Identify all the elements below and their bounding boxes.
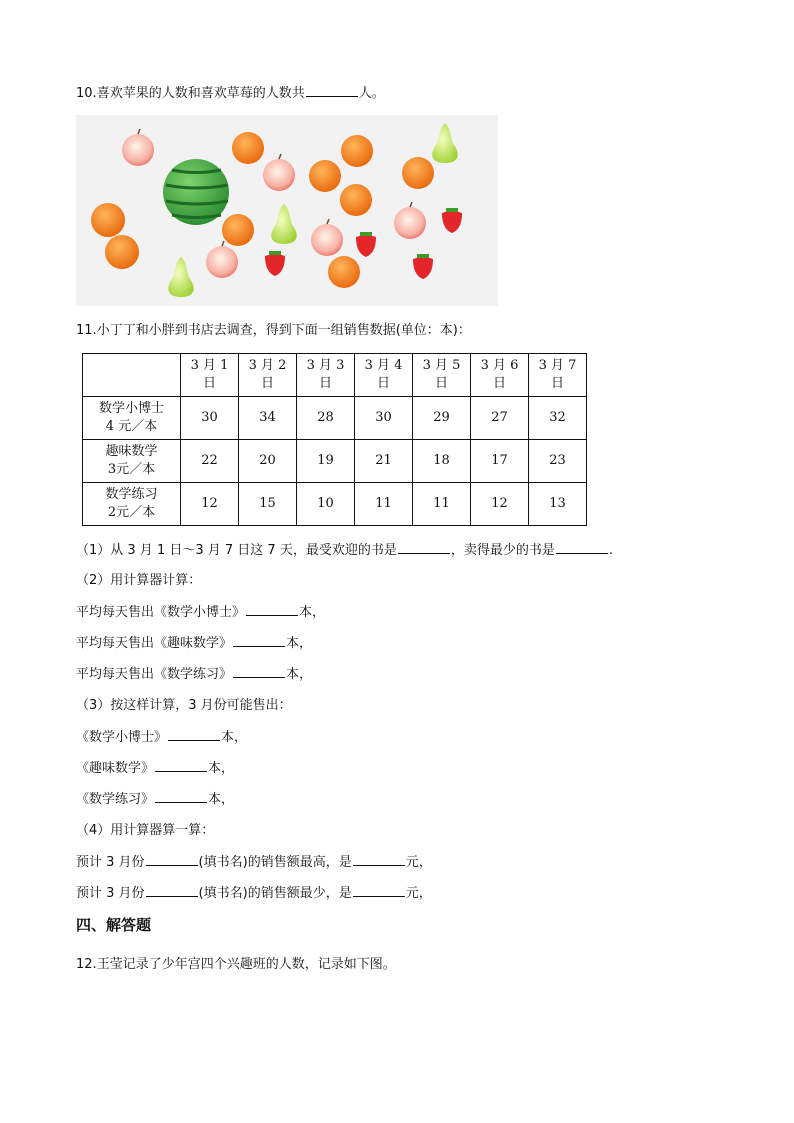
row-label: 趣味数学 3元／本 — [83, 440, 181, 483]
subquestion-2-line-3: 平均每天售出《数学练习》 本， — [76, 667, 313, 682]
table-header-row — [83, 354, 587, 397]
table-cell: 11 — [413, 483, 471, 526]
header-cell: 3 月 4 日 — [355, 354, 413, 397]
table-cell: 27 — [471, 397, 529, 440]
answer-blank[interactable] — [233, 665, 285, 678]
answer-blank[interactable] — [146, 884, 198, 897]
answer-blank[interactable] — [398, 541, 450, 554]
header-cell: 3 月 1 日 — [181, 354, 239, 397]
table-row — [83, 483, 587, 526]
answer-blank[interactable] — [556, 541, 608, 554]
table-cell: 13 — [529, 483, 587, 526]
row-label: 数学练习 2元／本 — [83, 483, 181, 526]
table-cell: 20 — [239, 440, 297, 483]
table-cell: 21 — [355, 440, 413, 483]
answer-blank[interactable] — [168, 728, 220, 741]
section-heading: 四、解答题 — [76, 916, 152, 934]
table-cell: 32 — [529, 397, 587, 440]
corner-cell — [83, 354, 181, 397]
subquestion-3-line-1: 《数学小博士》 本， — [76, 730, 248, 745]
sales-table — [82, 353, 587, 526]
table-cell: 17 — [471, 440, 529, 483]
answer-blank[interactable] — [233, 634, 285, 647]
fruit-illustration — [76, 115, 498, 306]
subquestion-3-title: （3）按这样计算，3 月份可能售出： — [76, 698, 292, 713]
header-cell: 3 月 2 日 — [239, 354, 297, 397]
answer-blank[interactable] — [155, 790, 207, 803]
table-cell: 23 — [529, 440, 587, 483]
header-cell: 3 月 3 日 — [297, 354, 355, 397]
answer-blank[interactable] — [306, 84, 358, 97]
table-cell: 10 — [297, 483, 355, 526]
subquestion-3-line-3: 《数学练习》 本， — [76, 792, 235, 807]
strawberries — [265, 210, 462, 279]
header-cell: 3 月 5 日 — [413, 354, 471, 397]
table-cell: 11 — [355, 483, 413, 526]
header-cell: 3 月 7 日 — [529, 354, 587, 397]
subquestion-3-line-2: 《趣味数学》 本， — [76, 761, 235, 776]
answer-blank[interactable] — [353, 853, 405, 866]
question-10: 10.喜欢苹果的人数和喜欢草莓的人数共 人。 — [76, 86, 385, 101]
table-cell: 30 — [181, 397, 239, 440]
table-row — [83, 397, 587, 440]
table-cell: 12 — [181, 483, 239, 526]
subquestion-4-title: （4）用计算器算一算： — [76, 823, 215, 838]
answer-blank[interactable] — [246, 603, 298, 616]
row-label: 数学小博士 4 元／本 — [83, 397, 181, 440]
watermelon — [163, 159, 229, 225]
subquestion-4-line-1: 预计 3 月份 (填书名)的销售额最高，是 元， — [76, 855, 432, 870]
table-cell: 34 — [239, 397, 297, 440]
question-12: 12.王莹记录了少年宫四个兴趣班的人数，记录如下图。 — [76, 957, 396, 972]
subquestion-4-line-2: 预计 3 月份 (填书名)的销售额最少，是 元， — [76, 886, 432, 901]
table-cell: 19 — [297, 440, 355, 483]
table-row — [83, 440, 587, 483]
answer-blank[interactable] — [353, 884, 405, 897]
subquestion-2-line-1: 平均每天售出《数学小博士》 本， — [76, 605, 326, 620]
subquestion-2-line-2: 平均每天售出《趣味数学》 本， — [76, 636, 313, 651]
subquestion-2-title: （2）用计算器计算： — [76, 573, 202, 588]
answer-blank[interactable] — [146, 853, 198, 866]
fruit-picture — [76, 115, 498, 306]
answer-blank[interactable] — [155, 759, 207, 772]
table-cell: 22 — [181, 440, 239, 483]
table-cell: 15 — [239, 483, 297, 526]
table-cell: 30 — [355, 397, 413, 440]
subquestion-1: （1）从 3 月 1 日～3 月 7 日这 7 天，最受欢迎的书是 ，卖得最少的书是 . — [76, 543, 613, 558]
table-cell: 18 — [413, 440, 471, 483]
table-cell: 29 — [413, 397, 471, 440]
table-cell: 28 — [297, 397, 355, 440]
table-cell: 12 — [471, 483, 529, 526]
header-cell: 3 月 6 日 — [471, 354, 529, 397]
question-11: 11.小丁丁和小胖到书店去调查，得到下面一组销售数据(单位：本)： — [76, 323, 471, 338]
